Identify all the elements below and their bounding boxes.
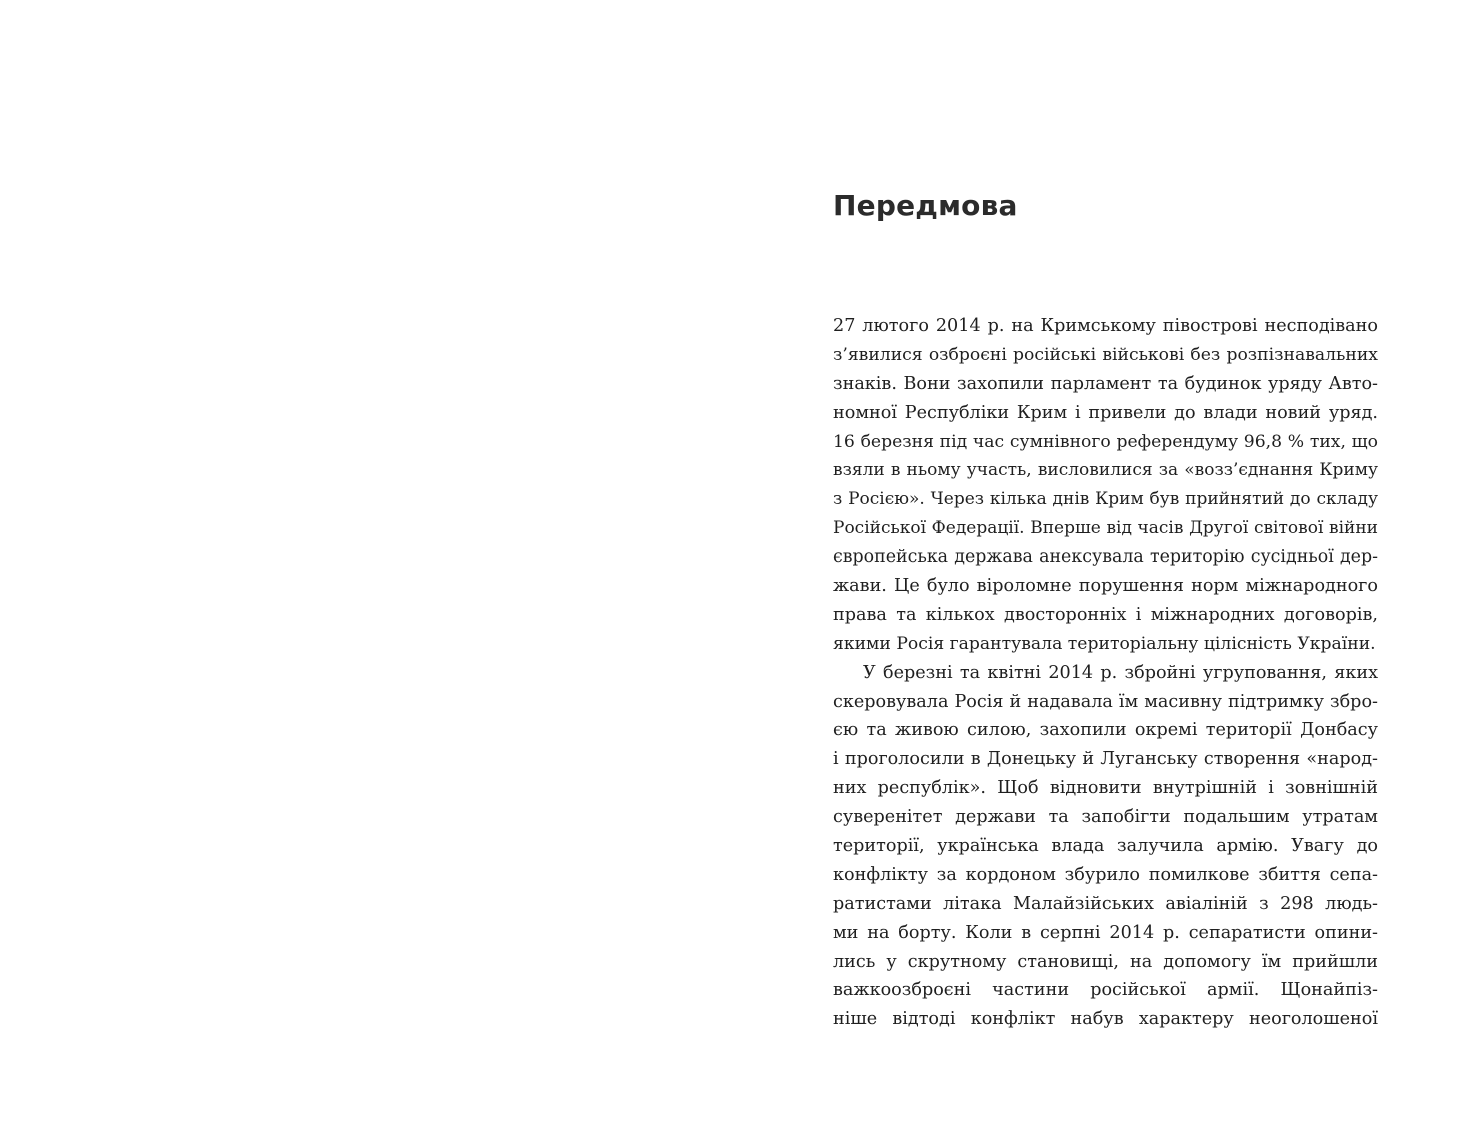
right-page: [737, 0, 1474, 1134]
text-line: жави. Це було віроломне порушення норм міжнародного: [833, 576, 1378, 597]
text-line: номної Республіки Крим і привели до влади новий уряд.: [833, 402, 1378, 423]
text-line: скеровувала Росія й надавала їм масивну підтримку збро-: [833, 691, 1378, 712]
text-line: них республік». Щоб відновити внутрішній і зовнішній: [833, 778, 1378, 799]
text-line: Російської Федерації. Вперше від часів Другої світової війни: [833, 518, 1378, 539]
text-line: ніше відтоді конфлікт набув характеру неоголошеної: [833, 1009, 1378, 1030]
text-line: ратистами літака Малайзійських авіаліній з 298 людь-: [833, 893, 1378, 914]
text-line: важкоозброєні частини російської армії. Щонайпіз-: [833, 980, 1378, 1001]
text-line: права та кількох двосторонніх і міжнародних договорів,: [833, 604, 1378, 625]
text-line: ми на борту. Коли в серпні 2014 р. сепаратисти опини-: [833, 922, 1378, 943]
text-line: взяли в ньому участь, висловилися за «возз’єднання Криму: [833, 460, 1378, 481]
chapter-title: Передмова: [833, 189, 1018, 222]
text-line: єю та живою силою, захопили окремі території Донбасу: [833, 720, 1378, 741]
text-line: з Росією». Через кілька днів Крим був прийнятий до складу: [833, 489, 1378, 510]
text-line: 16 березня під час сумнівного референдуму 96,8 % тих, що: [833, 431, 1378, 452]
body-text: [833, 312, 1378, 1034]
text-line: європейська держава анексувала територію сусідньої дер-: [833, 547, 1378, 568]
text-line: і проголосили в Донецьку й Луганську створення «народ-: [833, 749, 1378, 770]
text-line: території, українська влада залучила армію. Увагу до: [833, 836, 1378, 857]
text-line: 27 лютого 2014 р. на Кримському півострові несподівано: [833, 316, 1378, 336]
text-line: з’явилися озброєні російські військові без розпізнавальних: [833, 344, 1378, 365]
text-line: конфлікту за кордоном збурило помилкове збиття сепа-: [833, 864, 1378, 885]
text-line: лись у скрутному становищі, на допомогу їм прийшли: [833, 951, 1378, 972]
text-line: якими Росія гарантувала територіальну цілісність України.: [833, 633, 1376, 654]
text-line: знаків. Вони захопили парламент та будинок уряду Авто-: [833, 373, 1378, 394]
text-line: суверенітет держави та запобігти подальшим утратам: [833, 807, 1378, 828]
paragraph-first-line: У березні та квітні 2014 р. збройні угруповання, яких: [863, 662, 1378, 683]
